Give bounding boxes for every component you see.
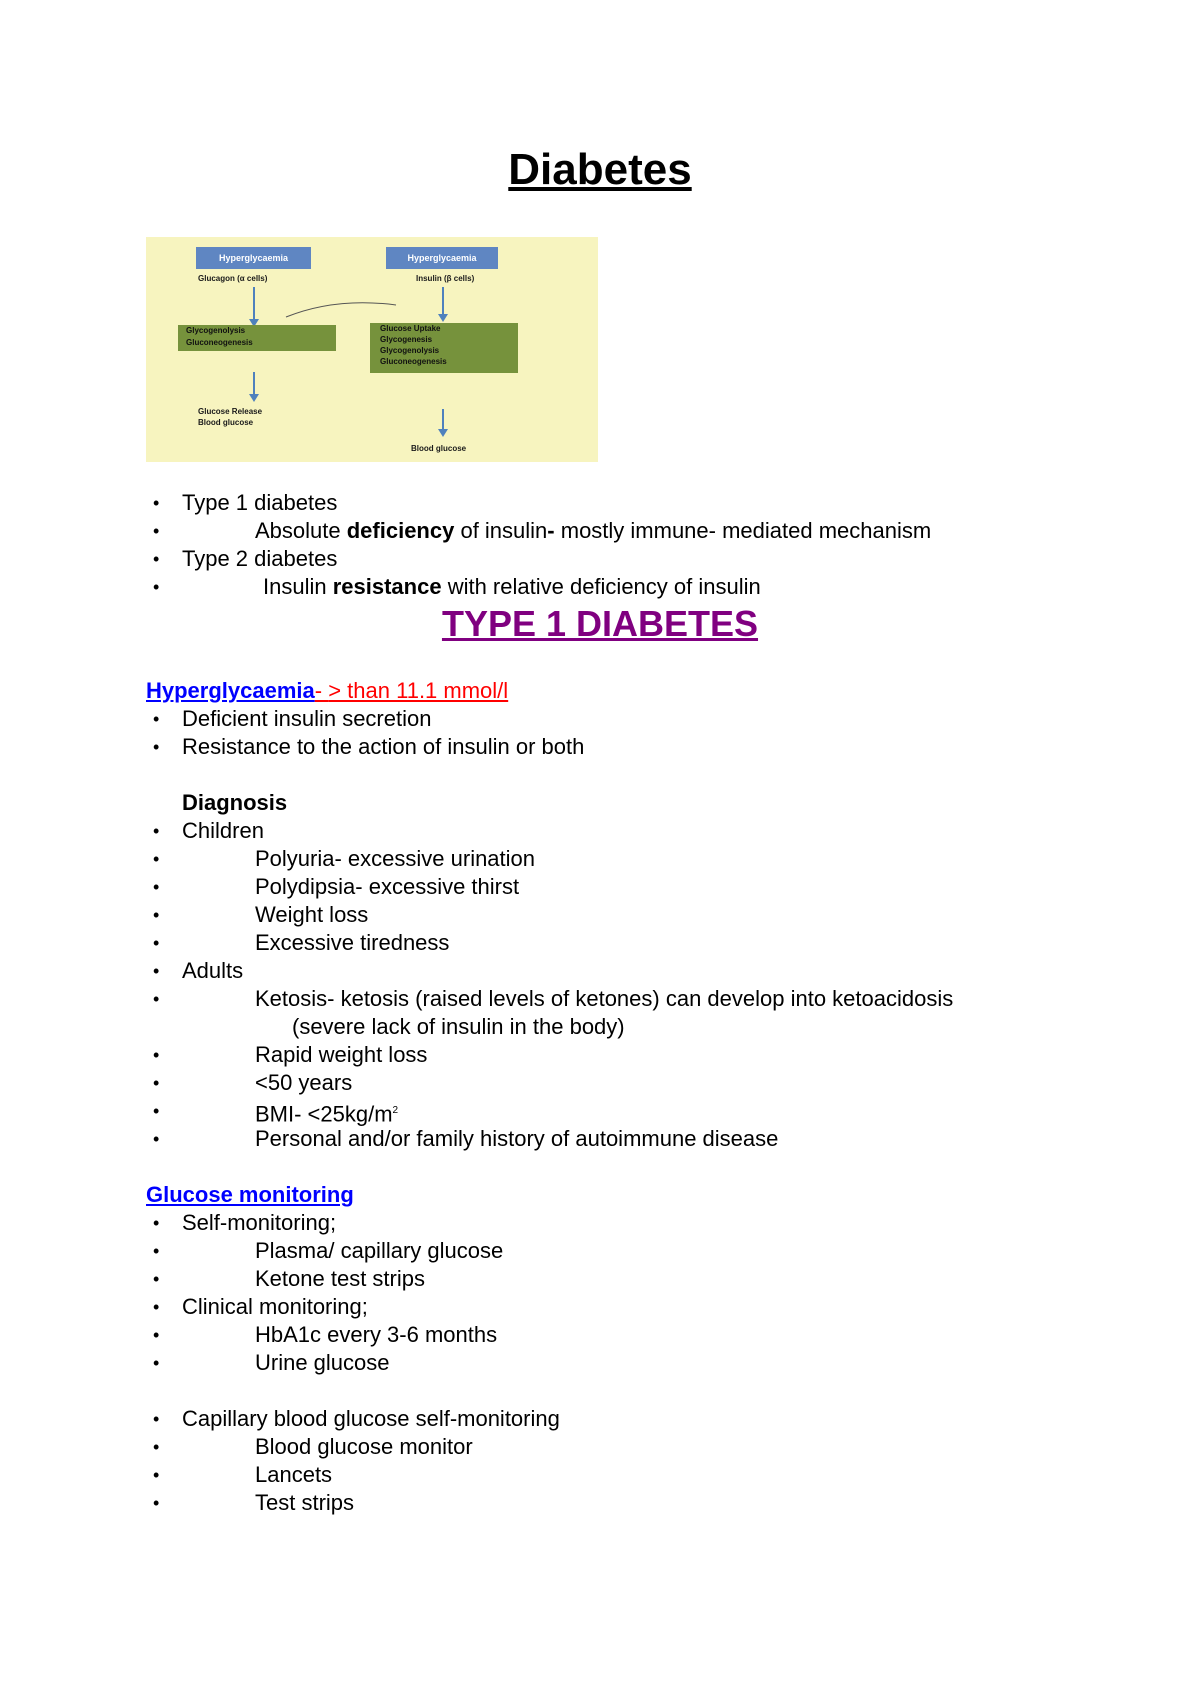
bullet: • bbox=[153, 709, 160, 729]
bullet: • bbox=[153, 493, 160, 513]
list-item: Rapid weight loss bbox=[255, 1042, 428, 1067]
capillary-label: Capillary blood glucose self-monitoring bbox=[182, 1406, 560, 1431]
bullet: • bbox=[153, 821, 160, 841]
bullet: • bbox=[153, 933, 160, 953]
glucose-regulation-diagram bbox=[146, 237, 598, 462]
type1-label: Type 1 diabetes bbox=[182, 490, 338, 515]
section-title-type1: TYPE 1 DIABETES bbox=[441, 603, 759, 644]
bullet: • bbox=[153, 521, 160, 541]
right-item-4: Gluconeogenesis bbox=[380, 357, 447, 366]
bullet: • bbox=[153, 905, 160, 925]
bullet: • bbox=[153, 737, 160, 757]
list-item: Ketosis- ketosis (raised levels of ketones) can develop into ketoacidosis bbox=[255, 986, 954, 1011]
left-item-2: Gluconeogenesis bbox=[186, 338, 253, 347]
list-item: Test strips bbox=[255, 1490, 355, 1515]
list-item: Polydipsia- excessive thirst bbox=[255, 874, 520, 899]
bullet: • bbox=[153, 1409, 160, 1429]
bullet: • bbox=[153, 549, 160, 569]
list-item: Plasma/ capillary glucose bbox=[255, 1238, 504, 1263]
list-item: Lancets bbox=[255, 1462, 333, 1487]
left-hormone-label: Glucagon (α cells) bbox=[198, 274, 268, 283]
type1-description: Absolute deficiency of insulin- mostly immune- mediated mechanism bbox=[255, 518, 932, 543]
bullet: • bbox=[153, 1493, 160, 1513]
bullet: • bbox=[153, 1269, 160, 1289]
adults-label: Adults bbox=[182, 958, 244, 983]
clinical-monitoring-label: Clinical monitoring; bbox=[182, 1294, 368, 1319]
list-item: <50 years bbox=[255, 1070, 353, 1095]
bullet: • bbox=[153, 1213, 160, 1233]
bullet: • bbox=[153, 989, 160, 1009]
bullet: • bbox=[153, 1129, 160, 1149]
left-item-1: Glycogenolysis bbox=[186, 326, 246, 335]
list-item: Weight loss bbox=[255, 902, 369, 927]
diagnosis-heading: Diagnosis bbox=[182, 790, 288, 815]
glucose-monitoring-heading: Glucose monitoring bbox=[146, 1182, 354, 1207]
bullet: • bbox=[153, 1353, 160, 1373]
list-item: Urine glucose bbox=[255, 1350, 390, 1375]
list-item: Resistance to the action of insulin or both bbox=[182, 734, 585, 759]
self-monitoring-label: Self-monitoring; bbox=[182, 1210, 337, 1235]
bullet: • bbox=[153, 1465, 160, 1485]
list-item: Polyuria- excessive urination bbox=[255, 846, 536, 871]
right-hyperglycaemia-box: Hyperglycaemia bbox=[386, 247, 498, 269]
left-result-1: Glucose Release bbox=[198, 407, 263, 416]
bullet: • bbox=[153, 1325, 160, 1345]
bullet: • bbox=[153, 577, 160, 597]
children-label: Children bbox=[182, 818, 264, 843]
type2-description: Insulin resistance with relative deficiency of insulin bbox=[263, 574, 761, 599]
list-item: HbA1c every 3-6 months bbox=[255, 1322, 498, 1347]
bullet: • bbox=[153, 1241, 160, 1261]
bullet: • bbox=[153, 961, 160, 981]
list-item: Personal and/or family history of autoimmune disease bbox=[255, 1126, 779, 1151]
list-item: Ketone test strips bbox=[255, 1266, 425, 1291]
bullet: • bbox=[153, 1297, 160, 1317]
type2-label: Type 2 diabetes bbox=[182, 546, 338, 571]
right-hormone-label: Insulin (β cells) bbox=[416, 274, 475, 283]
list-item: Deficient insulin secretion bbox=[182, 706, 432, 731]
bullet: • bbox=[153, 1437, 160, 1457]
list-item: Blood glucose monitor bbox=[255, 1434, 473, 1459]
right-item-3: Glycogenolysis bbox=[380, 346, 440, 355]
right-result: Blood glucose bbox=[411, 444, 467, 453]
bullet: • bbox=[153, 849, 160, 869]
list-item-bmi: $BMI- <25kg/m^2$ bbox=[255, 1101, 399, 1127]
right-item-2: Glycogenesis bbox=[380, 335, 433, 344]
left-result-2: Blood glucose bbox=[198, 418, 254, 427]
page-title: Diabetes bbox=[508, 145, 692, 194]
bullet: • bbox=[153, 877, 160, 897]
list-item: Excessive tiredness bbox=[255, 930, 450, 955]
hyperglycaemia-heading: Hyperglycaemia- > than 11.1 mmol/l bbox=[146, 678, 509, 703]
list-item-continuation: (severe lack of insulin in the body) bbox=[292, 1014, 625, 1039]
right-item-1: Glucose Uptake bbox=[380, 324, 441, 333]
bullet: • bbox=[153, 1045, 160, 1065]
left-hyperglycaemia-box: Hyperglycaemia bbox=[196, 247, 311, 269]
bullet: • bbox=[153, 1101, 160, 1121]
bullet: • bbox=[153, 1073, 160, 1093]
